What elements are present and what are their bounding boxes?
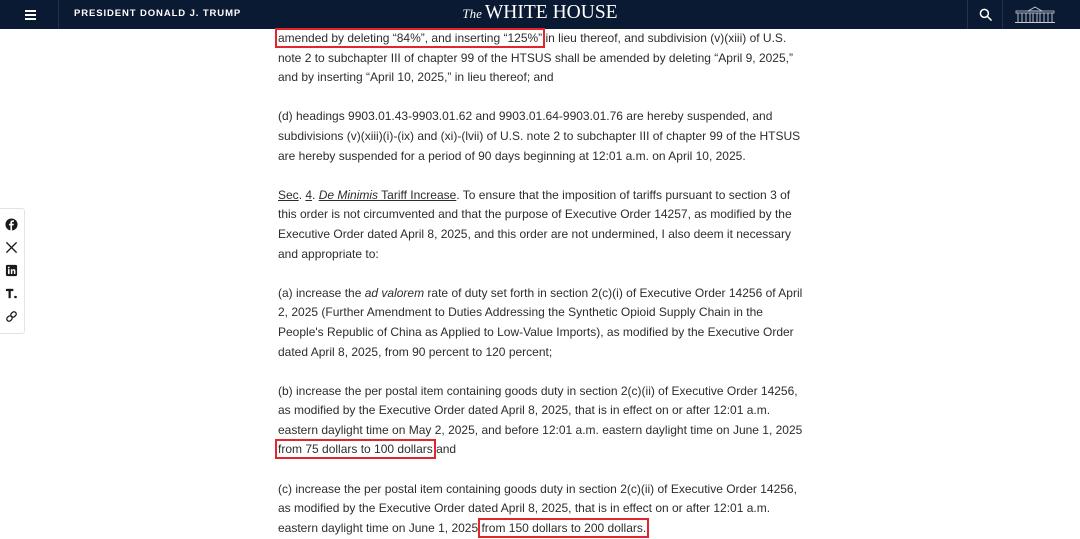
white-house-logo[interactable] — [0, 2, 1080, 24]
link-icon[interactable] — [5, 310, 18, 323]
section-title-em: De Minimis — [318, 187, 379, 202]
paragraph-text: in lieu thereof, and subdivision (v)(xiii) of U.S. note 2 to subchapter III of chapter 99 of the HTSUS shall be amended by deleting “April 9, 2025,” and by inserting “April 10, 2025,” in lieu thereof; and — [278, 31, 793, 85]
paragraph-c — [278, 480, 806, 539]
section-title-rest: Tariff Increase — [378, 187, 457, 202]
paragraph-a-text: (a) increase the — [278, 285, 365, 300]
x-icon[interactable] — [5, 241, 18, 254]
ad-valorem: ad valorem — [364, 285, 425, 300]
highlighted-rate-change: amended by deleting “84%”, and inserting “125%” — [278, 31, 543, 45]
paragraph-b — [278, 382, 806, 460]
section-body: . To ensure that the imposition of tariffs pursuant to section 3 of this order is not circumvented and that the purpose of Executive Order 14257, as modified by the Executive Order dated April 8, 2025, and this order are not undermined, I also deem it necessary and appropriate to: — [278, 187, 792, 261]
sec-number: 4 — [305, 187, 313, 202]
white-house-building-icon[interactable] — [1014, 6, 1056, 24]
section-title — [319, 188, 457, 202]
share-sidebar — [0, 208, 25, 334]
linkedin-icon[interactable] — [5, 264, 18, 277]
logo-name: WHITE HOUSE — [484, 2, 618, 23]
search-button[interactable] — [967, 0, 1003, 29]
search-icon — [979, 8, 992, 21]
truth-social-icon[interactable] — [5, 287, 18, 300]
highlighted-duty-change-b: from 75 dollars to 100 dollars — [278, 442, 433, 457]
paragraph-c-text: (c) increase the per postal item containing goods duty in section 2(c)(ii) of Executive Order 14256, as modified by the Executive Order dated April 8, 2025, that is in effect on or after 12:01 a.m. eastern daylight time on June 1, 2025 — [278, 481, 797, 535]
paragraph-d: (d) headings 9903.01.43-9903.01.62 and 9903.01.64-9903.01.76 are hereby suspended, and subdivisions (v)(xiii)(i)-(ix) and (xi)-(lvii) of U.S. note 2 to subchapter III of chapter 99 of the HTSUS are hereby suspended for a period of 90 days beginning at 12:01 a.m. on April 10, 2025. — [278, 109, 801, 163]
paragraph-a-text-2: rate of duty set forth in section 2(c)(i) of Executive Order 14256 of April 2, 2025 (Further Amendment to Duties Addressing the Synthetic Opioid Supply Chain in the People's Republic of China as Applied to Low-Value Imports), as modified by the Executive Order dated April 8, 2025, from 90 percent to 120 percent; — [278, 285, 803, 359]
paragraph-b-text: (b) increase the per postal item containing goods duty in section 2(c)(ii) of Executive Order 14256, as modified by the Executive Order dated April 8, 2025, that is in effect on or after 12:01 a.m. eastern daylight time on May 2, 2025, and before 12:01 a.m. eastern daylight time on June 1, 2025 — [278, 383, 803, 437]
top-navigation-bar — [0, 0, 1080, 29]
highlighted-duty-change-c: from 150 dollars to 200 dollars. — [481, 520, 647, 535]
president-name-link[interactable]: PRESIDENT DONALD J. TRUMP — [74, 8, 242, 19]
logo-the: The — [462, 6, 482, 21]
paragraph-amendment — [278, 29, 806, 88]
sec-link[interactable]: Sec — [278, 187, 299, 202]
sec-dot: . — [298, 187, 306, 202]
sec-dot-2: . — [312, 187, 319, 202]
paragraph-a — [278, 284, 806, 362]
paragraph-b-text-2: and — [432, 442, 457, 457]
article-body — [278, 29, 806, 538]
facebook-icon[interactable] — [5, 218, 18, 231]
section-4-paragraph — [278, 186, 806, 264]
